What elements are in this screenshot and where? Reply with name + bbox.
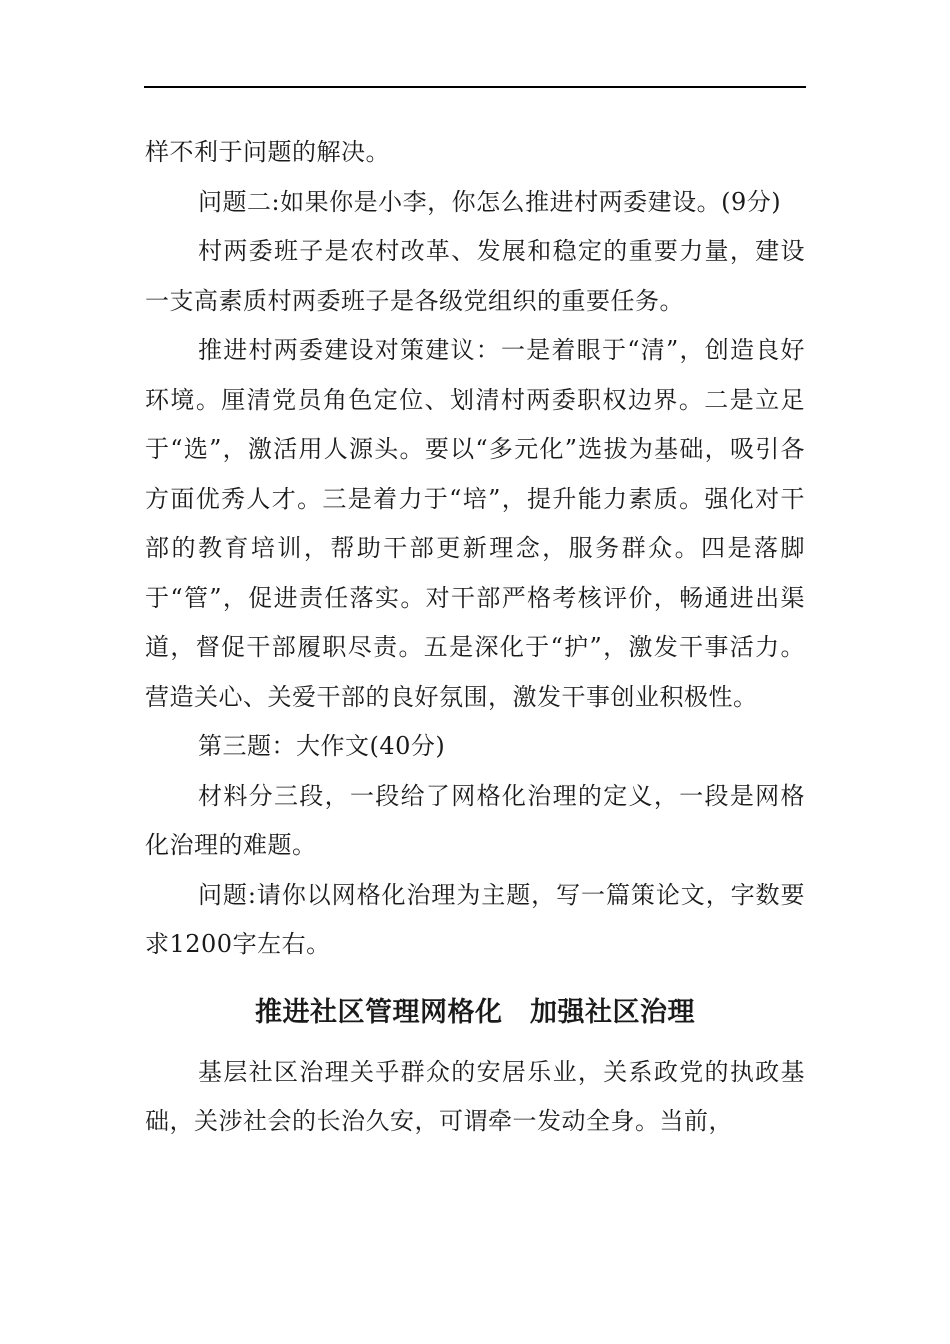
- paragraph-question-two: 问题二:如果你是小李，你怎么推进村两委建设。(9分): [198, 187, 782, 216]
- essay-title: 推进社区管理网格化 加强社区治理: [255, 996, 695, 1028]
- header-rule: [144, 86, 806, 88]
- paragraph-material-summary: 材料分三段，一段给了网格化治理的定义，一段是网格化治理的难题。: [145, 781, 805, 859]
- paragraph-continuation: 样不利于问题的解决。: [145, 138, 390, 166]
- paragraph-question-three-heading: 第三题：大作文(40分): [198, 732, 446, 760]
- paragraph-essay-prompt: 问题:请你以网格化治理为主题，写一篇策论文，字数要求1200字左右。: [145, 880, 805, 958]
- paragraph-countermeasures: 推进村两委建设对策建议：一是着眼于“清”，创造良好环境。厘清党员角色定位、划清村两委职权边界。二是立足于“选”，激活用人源头。要以“多元化”选拔为基础，吸引各方面优秀人才。三是着力于“培”，提升能力素质。强化对干部的教育培训，帮助干部更新理念，服务群众。四是落脚于“管”，促进责任落实。对干部严格考核评价，畅通进出渠道，督促干部履职尽责。五是深化于“护”，激发干事活力。营造关心、关爱干部的良好氛围，激发干事创业积极性。: [145, 336, 805, 711]
- paragraph-village-committee-intro: 村两委班子是农村改革、发展和稳定的重要力量，建设一支高素质村两委班子是各级党组织的重要任务。: [145, 237, 805, 315]
- essay-paragraph-opening: 基层社区治理关乎群众的安居乐业，关系政党的执政基础，关涉社会的长治久安，可谓牵一发动全身。当前，: [145, 1057, 805, 1135]
- document-body: [145, 128, 805, 1147]
